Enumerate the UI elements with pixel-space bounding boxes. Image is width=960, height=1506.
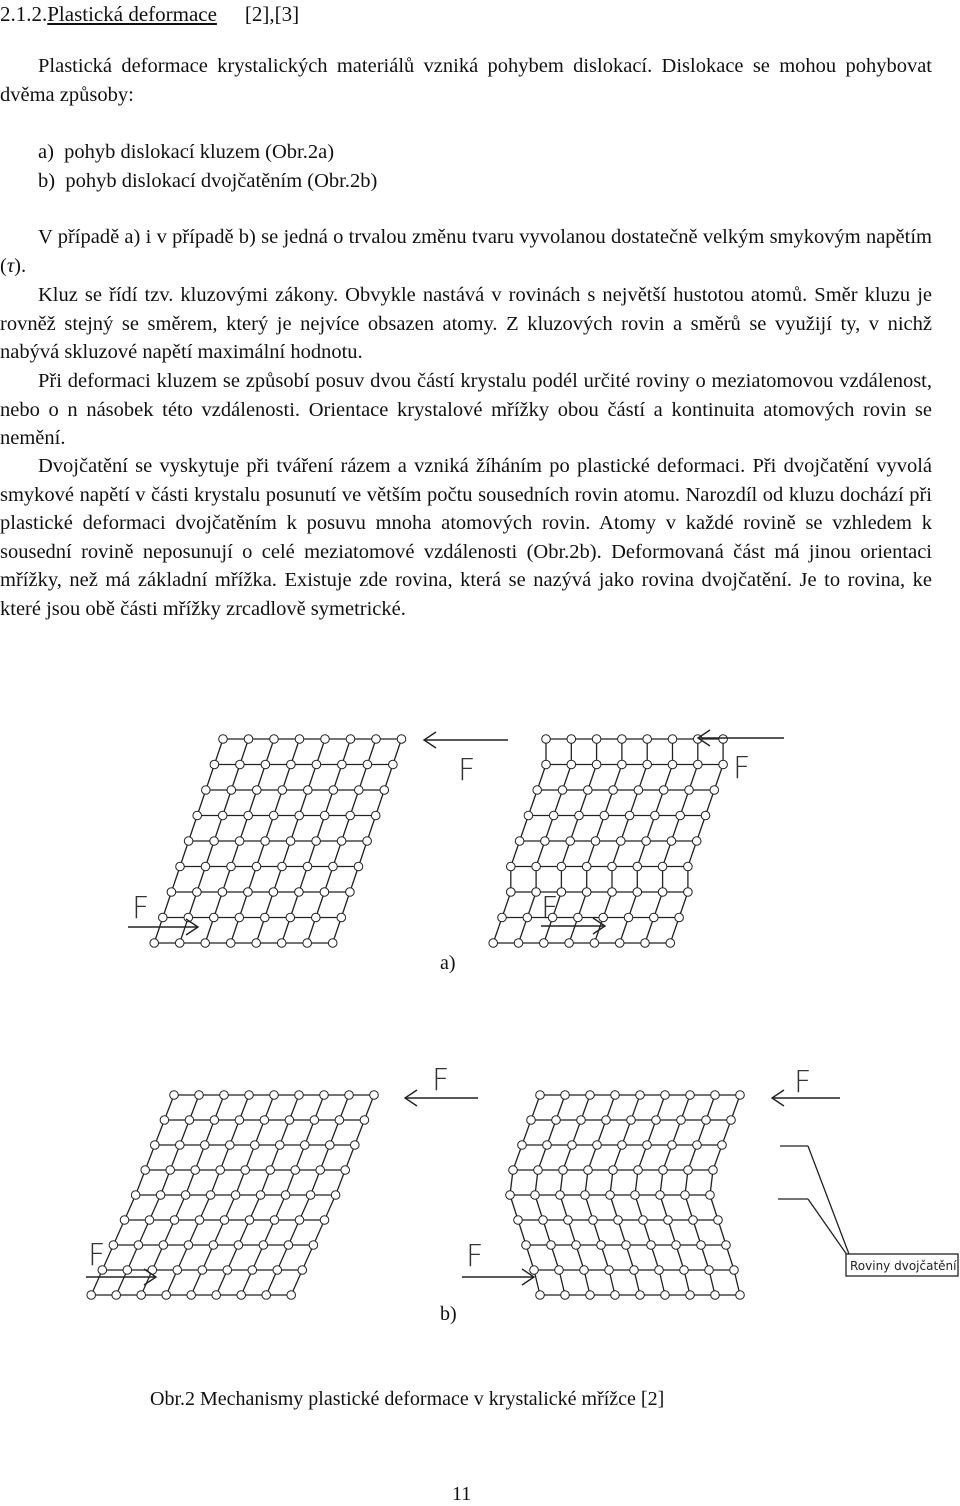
force-label: F bbox=[132, 891, 150, 926]
force-label: F bbox=[733, 751, 751, 786]
twin-plane-label: Roviny dvojčatění bbox=[850, 1259, 957, 1273]
figure-label-a: a) bbox=[440, 952, 456, 974]
force-label: F bbox=[88, 1238, 106, 1273]
section-number: 2.1.2. bbox=[0, 2, 48, 26]
twin-plane-marks bbox=[778, 1146, 958, 1276]
tau-symbol: τ bbox=[6, 254, 15, 277]
force-label: F bbox=[466, 1239, 484, 1274]
twin-lattice-sheared-atoms bbox=[87, 1091, 378, 1300]
list-item: a) pohyb dislokací kluzem (Obr.2a) bbox=[38, 141, 335, 163]
intro-paragraph: Plastická deformace krystalických materiálů vzniká pohybem dislokací. Dislokace se mohou pohybovat dvěma způsoby: bbox=[0, 55, 932, 106]
body-paragraph-4: Dvojčatění se vyskytuje při tváření rázem a vzniká žíháním po plastické deformaci. Při dvojčatění vyvolá smykové napětí v části krystalu posunutí ve větším počtu sousedních rovin atomu. Narozdíl od kluzu dochází při plastické deformaci dvojčatěním k posuvu mnoha atomových rovin. Atomy v každé rovině se vzhledem k sousední rovině neposunují o celé meziatomové vzdálenosti (Obr.2b). Deformovaná část má jinou orientaci mřížky, než má základní mřížka. Existuje zde rovina, která se nazývá jako rovina dvojčatění. Je to rovina, ke které jsou obě části mřížky zrcadlově symetrické. bbox=[0, 455, 932, 620]
body-paragraph-3: Při deformaci kluzem se způsobí posuv dvou částí krystalu podél určité roviny o meziatomovou vzdálenost, nebo o n násobek této vzdálenosti. Orientace krystalové mřížky obou částí a kontinuita atomových rovin se nemění. bbox=[0, 370, 932, 450]
figure-label-b: b) bbox=[440, 1303, 457, 1325]
force-label: F bbox=[458, 753, 476, 788]
section-refs: [2],[3] bbox=[244, 2, 300, 26]
force-label: F bbox=[794, 1065, 812, 1100]
body-paragraph-2: Kluz se řídí tzv. kluzovými zákony. Obvykle nastává v rovinách s největší hustotou atomů. Směr kluzu je rovněž stejný se směrem, který je nejvíce obsazen atomy. Z kluzových rovin a směrů se využijí ty, v nichž nabývá skluzové napětí maximální hodnotu. bbox=[0, 284, 932, 364]
slip-lattice-stepped bbox=[493, 739, 723, 943]
force-label: F bbox=[432, 1063, 450, 1098]
body-paragraph-1: V případě a) i v případě b) se jedná o trvalou změnu tvaru vyvolanou dostatečně velkým smykovým napětím (τ). bbox=[0, 226, 932, 277]
list-item: b) pohyb dislokací dvojčatěním (Obr.2b) bbox=[38, 169, 378, 192]
section-title: Plastická deformace bbox=[47, 2, 217, 26]
figure-caption: Obr.2 Mechanismy plastické deformace v krystalické mřížce [2] bbox=[150, 1388, 665, 1410]
page-number: 11 bbox=[452, 1483, 472, 1505]
force-label: F bbox=[541, 891, 559, 926]
